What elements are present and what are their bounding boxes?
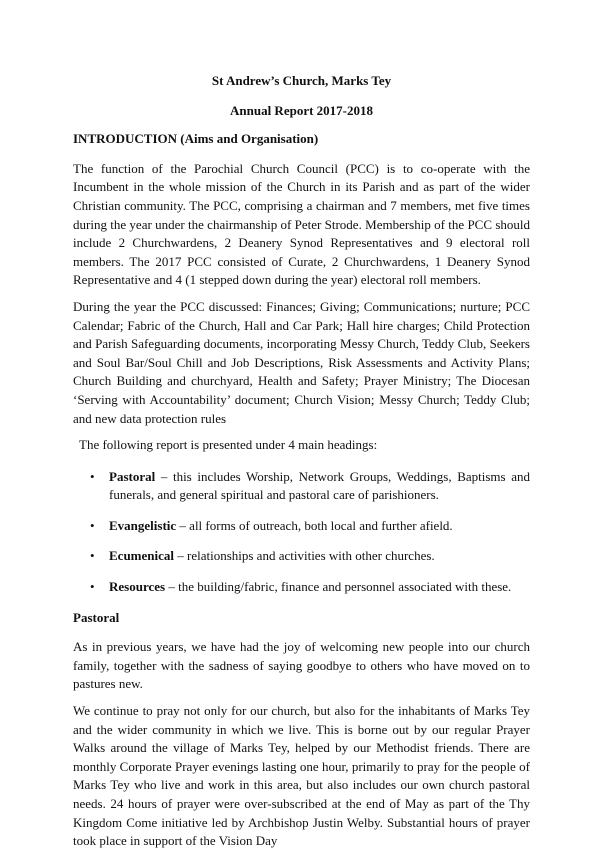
document-page xyxy=(73,72,530,859)
intro-heading: INTRODUCTION (Aims and Organisation) xyxy=(73,131,319,147)
desc-resources: – the building/fabric, finance and personnel associated with these. xyxy=(165,579,512,595)
document-subtitle: Annual Report 2017-2018 xyxy=(229,102,373,118)
term-resources: Resources xyxy=(109,579,166,595)
intro-paragraph-discussions: During the year the PCC discussed: Finances; Giving; Communications; nurture; PCC Calendar; Fabric of the Church, Hall and Car Park; Hall hire charges; Child Protection and Parish Safeguarding documents, incorporating Messy Church, Teddy Club, Seekers and Soul Bar/Soul Chill and Job Descriptions, Risk Assessments and Activity Plans; Church Building and churchyard, Health and Safety; Prayer Ministry; The Diocesan ‘Serving with Accountability’ document; Church Vision; Messy Church; Teddy Club; and new data protection rules xyxy=(73,298,530,426)
list-item-evangelistic xyxy=(109,517,530,536)
list-item-pastoral xyxy=(109,468,530,505)
headings-intro-line: The following report is presented under 4 main headings: xyxy=(79,437,378,453)
list-item-resources xyxy=(109,578,530,597)
term-ecumenical: Ecumenical xyxy=(109,548,174,564)
pastoral-paragraph-welcome: As in previous years, we have had the joy of welcoming new people into our church family, together with the sadness of saying goodbye to others who have moved on to pastures new. xyxy=(73,639,530,692)
pastoral-heading: Pastoral xyxy=(73,609,120,625)
intro-paragraph-function: The function of the Parochial Church Council (PCC) is to co-operate with the Incumbent in the whole mission of the Church in its Parish and as part of the wider Christian community. The PCC, comprising a chairman and 7 members, met five times during the year under the chairmanship of Peter Strode. Membership of the PCC should include 2 Churchwardens, 2 Deanery Synod Representatives and 9 electoral roll members. The 2017 PCC consisted of Curate, 2 Churchwardens, 1 Deanery Synod Representative and 4 (1 stepped down during the year) electoral roll members. xyxy=(73,160,530,288)
term-evangelistic: Evangelistic xyxy=(109,517,177,533)
document-title: St Andrew’s Church, Marks Tey xyxy=(211,73,392,88)
list-item-ecumenical xyxy=(109,547,530,566)
term-pastoral: Pastoral xyxy=(109,468,156,484)
desc-ecumenical: – relationships and activities with other churches. xyxy=(174,548,435,564)
pastoral-paragraph-prayer: We continue to pray not only for our church, but also for the inhabitants of Marks Tey and the wider community in which we live. This is borne out by our regular Prayer Walks around the village of Marks Tey, helped by our Methodist friends. There are monthly Corporate Prayer evenings lasting one hour, primarily to pray for the people of Marks Tey who live and work in this area, but also includes our own church pastoral needs. 24 hours of prayer were over-subscribed at the end of May as part of the Thy Kingdom Come initiative led by Archbishop Justin Welby. Substantial hours of prayer took place in support of the Vision Day xyxy=(73,703,530,849)
main-headings-list xyxy=(73,468,530,597)
desc-pastoral: – this includes Worship, Network Groups, Weddings, Baptisms and funerals, and general spiritual and pastoral care of parishioners. xyxy=(109,468,530,503)
desc-evangelistic: – all forms of outreach, both local and further afield. xyxy=(176,517,453,533)
